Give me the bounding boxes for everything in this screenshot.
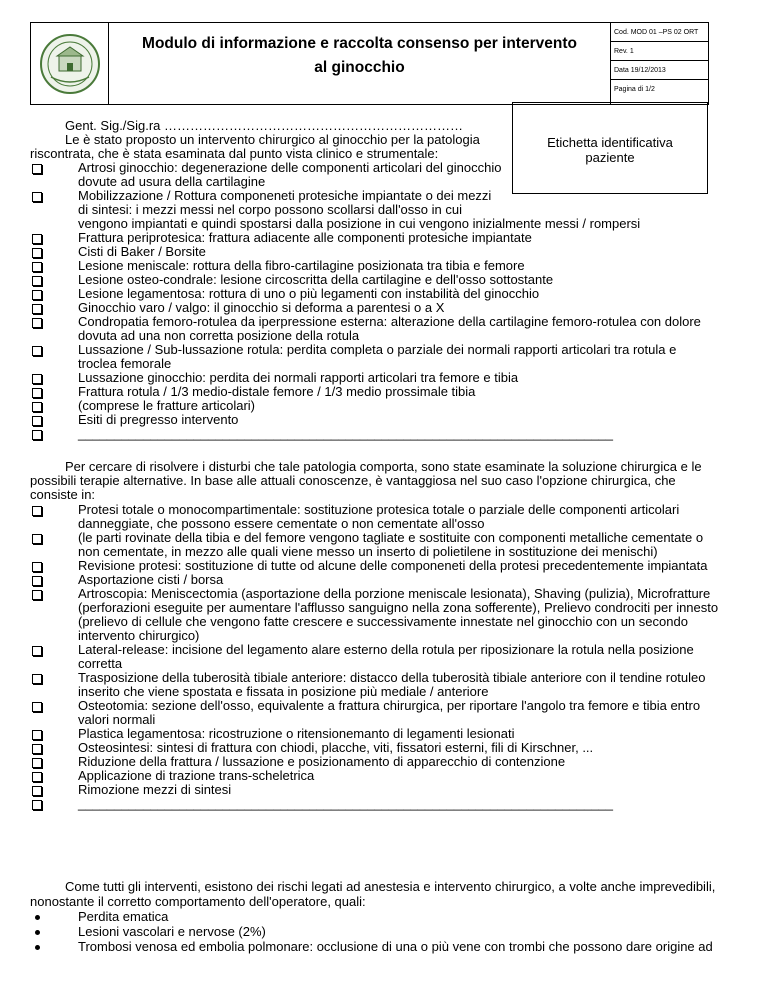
checkbox-other-pathology[interactable] — [32, 430, 42, 440]
checkbox-trasposizione-tuberosita[interactable] — [32, 674, 42, 684]
checkbox-osteotomia[interactable] — [32, 702, 42, 712]
checkbox-asportazione-cisti[interactable] — [32, 576, 42, 586]
checkbox-trazione[interactable] — [32, 772, 42, 782]
pathology-item: Cisti di Baker / Borsite — [78, 244, 206, 259]
bullet-icon — [35, 915, 40, 920]
procedure-item-cont: inserito che viene spostata e fissata in posizione più mediale / anteriore — [78, 684, 489, 699]
pathology-item: Lesione meniscale: rottura della fibro-cartilagine posizionata tra tibia e femore — [78, 258, 525, 273]
checkbox-esiti-intervento[interactable] — [32, 416, 42, 426]
procedure-item: Artroscopia: Meniscectomia (asportazione della porzione meniscale lesionata), Shaving (pulizia), Microfratture — [78, 586, 711, 601]
risks-line-2: nonostante il corretto comportamento dell'operatore, quali: — [30, 894, 366, 909]
checkbox-lesione-legamentosa[interactable] — [32, 290, 42, 300]
checkbox-osteosintesi[interactable] — [32, 744, 42, 754]
checkbox-plastica-legamentosa[interactable] — [32, 730, 42, 740]
checkbox-rimozione-mezzi[interactable] — [32, 786, 42, 796]
pathology-item: Frattura periprotesica: frattura adiacente alle componenti protesiche impiantate — [78, 230, 532, 245]
procedure-item-cont: valori normali — [78, 712, 156, 727]
checkbox-lussazione-ginocchio[interactable] — [32, 374, 42, 384]
title-line-2: al ginocchio — [314, 59, 405, 76]
procedure-item: Revisione protesi: sostituzione di tutte od alcune delle componeneti della protesi precedentemente impiantata — [78, 558, 708, 573]
procedure-item: Riduzione della frattura / lussazione e posizionamento di apparecchio di contenzione — [78, 754, 566, 769]
risks-line-1: Come tutti gli interventi, esistono dei rischi legati ad anestesia e intervento chirurgico, a volte anche imprevedibili, — [65, 879, 716, 894]
other-procedure-line[interactable]: __________________________________________________________________________ — [78, 796, 614, 811]
procedure-item-cont: danneggiate, che possono essere cementate o non cementate all'osso — [78, 516, 485, 531]
pathology-item: Artrosi ginocchio: degenerazione delle componenti articolari del ginocchio — [78, 160, 502, 175]
risk-item: Trombosi venosa ed embolia polmonare: occlusione di una o più vene con trombi che possono dare origine ad — [78, 939, 713, 954]
checkbox-lesione-meniscale[interactable] — [32, 262, 42, 272]
checkbox-artroscopia[interactable] — [32, 590, 42, 600]
pathology-item-cont: di sintesi: i mezzi messi nel corpo possono scollarsi dall'osso in cui — [78, 202, 462, 217]
intro-line-2: riscontrata, che è stata esaminata dal punto vista clinico e strumentale: — [30, 146, 439, 161]
pathology-item: Lesione osteo-condrale: lesione circoscritta della cartilagine e dell'osso sottostante — [78, 272, 554, 287]
pathology-item-cont: vengono impiantati e quindi spostarsi dalla posizione in cui vengono inizialmente messi / rompersi — [78, 216, 641, 231]
procedure-item: (le parti rovinate della tibia e del femore vengono tagliate e sostituite con componenti metalliche cementate o — [78, 530, 704, 545]
pathology-item-cont: troclea femorale — [78, 356, 172, 371]
bullet-icon — [35, 930, 40, 935]
doc-date: Data 19/12/2013 — [611, 61, 708, 80]
procedure-item: Protesi totale o monocompartimentale: sostituzione protesica totale o parziale delle componenti articolari — [78, 502, 680, 517]
checkbox-lussazione-rotula[interactable] — [32, 346, 42, 356]
doc-revision: Rev. 1 — [611, 42, 708, 61]
pathology-item: Esiti di pregresso intervento — [78, 412, 239, 427]
procedure-item-cont: (perforazioni eseguite per aumentare l'afflusso sanguigno nella zona sofferente), Prelievo condrociti per innesto — [78, 600, 719, 615]
pathology-item: Mobilizzazione / Rottura componeneti protesiche impiantate o dei mezzi — [78, 188, 492, 203]
checkbox-parti-rovinate[interactable] — [32, 534, 42, 544]
pathology-item: Condropatia femoro-rotulea da iperpressione esterna: alterazione della cartilagine femoro-rotulea con dolore — [78, 314, 701, 329]
surgery-intro-line-1: Per cercare di risolvere i disturbi che tale patologia comporta, sono state esaminate la soluzione chirurgica e le — [65, 459, 702, 474]
checkbox-fratture-articolari[interactable] — [32, 402, 42, 412]
title-line-1: Modulo di informazione e raccolta consenso per intervento — [142, 35, 577, 52]
checkbox-frattura-rotula[interactable] — [32, 388, 42, 398]
procedure-item-cont: non cementate, in mezzo alle quali viene messo un inserto di polietilene in sostituzione dei menischi) — [78, 544, 658, 559]
bullet-icon — [35, 945, 40, 950]
checkbox-cisti-baker[interactable] — [32, 248, 42, 258]
risk-item: Lesioni vascolari e nervose (2%) — [78, 924, 266, 939]
procedure-item: Plastica legamentosa: ricostruzione o ritensionemanto di legamenti lesionati — [78, 726, 515, 741]
pathology-item: Frattura rotula / 1/3 medio-distale femore / 1/3 medio prossimale tibia — [78, 384, 476, 399]
procedure-item: Osteosintesi: sintesi di frattura con chiodi, placche, viti, fissatori esterni, fili di Kirschner, ... — [78, 740, 594, 755]
greeting-line: Gent. Sig./Sig.ra …………………………………………………………… — [65, 118, 463, 133]
pathology-item: Ginocchio varo / valgo: il ginocchio si deforma a parentesi o a X — [78, 300, 445, 315]
pathology-item-cont: dovuta ad una non corretta posizione della rotula — [78, 328, 360, 343]
other-pathology-line[interactable]: __________________________________________________________________________ — [78, 426, 614, 441]
risk-item: Perdita ematica — [78, 909, 169, 924]
surgery-intro-line-3: consiste in: — [30, 487, 96, 502]
pathology-item: Lussazione / Sub-lussazione rotula: perdita completa o parziale dei normali rapporti articolari tra rotula e — [78, 342, 677, 357]
doc-page: Pagina di 1/2 — [614, 86, 655, 93]
label-line-2: paziente — [585, 150, 635, 165]
procedure-item-cont: corretta — [78, 656, 123, 671]
checkbox-frattura-periprotesica[interactable] — [32, 234, 42, 244]
pathology-item: Lussazione ginocchio: perdita dei normali rapporti articolari tra femore e tibia — [78, 370, 519, 385]
checkbox-condropatia[interactable] — [32, 318, 42, 328]
procedure-item-cont: intervento chirurgico) — [78, 628, 200, 643]
label-line-1: Etichetta identificativa — [547, 135, 673, 150]
procedure-item: Rimozione mezzi di sintesi — [78, 782, 232, 797]
checkbox-revisione-protesi[interactable] — [32, 562, 42, 572]
checkbox-mobilizzazione[interactable] — [32, 192, 42, 202]
procedure-item: Osteotomia: sezione dell'osso, equivalente a frattura chirurgica, per riportare l'angolo tra femore e tibia entro — [78, 698, 701, 713]
checkbox-artrosi[interactable] — [32, 164, 42, 174]
procedure-item-cont: (prelievo di cellule che vengono fatte crescere e successivamente innestate nel ginocchio con un secondo — [78, 614, 688, 629]
intro-line-1: Le è stato proposto un intervento chirurgico al ginocchio per la patologia — [65, 132, 480, 147]
checkbox-riduzione-frattura[interactable] — [32, 758, 42, 768]
pathology-item-cont: dovute ad usura della cartilagine — [78, 174, 266, 189]
doc-code: Cod. MOD 01 –PS 02 ORT — [611, 23, 708, 42]
checkbox-protesi-totale[interactable] — [32, 506, 42, 516]
checkbox-varo-valgo[interactable] — [32, 304, 42, 314]
checkbox-lateral-release[interactable] — [32, 646, 42, 656]
surgery-intro-line-2: possibili terapie alternative. In base alle attuali conoscenze, è vantaggiosa nel suo caso l'opzione chirurgica, che — [30, 473, 676, 488]
checkbox-other-procedure[interactable] — [32, 800, 42, 810]
pathology-item: Lesione legamentosa: rottura di uno o più legamenti con instabilità del ginocchio — [78, 286, 540, 301]
checkbox-lesione-osteo-condrale[interactable] — [32, 276, 42, 286]
pathology-item: (comprese le fratture articolari) — [78, 398, 255, 413]
procedure-item: Applicazione di trazione trans-scheletrica — [78, 768, 315, 783]
procedure-item: Asportazione cisti / borsa — [78, 572, 224, 587]
procedure-item: Lateral-release: incisione del legamento alare esterno della rotula per riposizionare la rotula nella posizione — [78, 642, 694, 657]
procedure-item: Trasposizione della tuberosità tibiale anteriore: distacco della tuberosità tibiale anteriore con il tendine rotuleo — [78, 670, 706, 685]
